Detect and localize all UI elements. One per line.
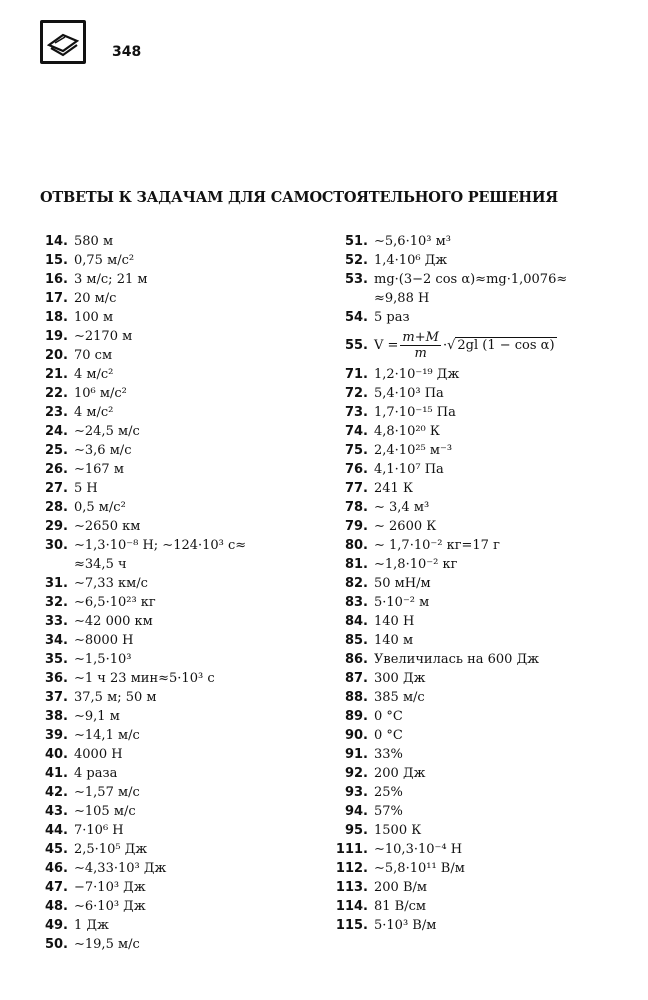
problem-number: 55. (344, 338, 368, 353)
radicand: 2gl (1 − cos α) (457, 338, 555, 353)
problem-number: 27. (44, 481, 68, 496)
fraction-numerator: m+M (402, 330, 439, 345)
answer-row (334, 270, 624, 289)
answer-row (334, 669, 624, 688)
problem-number: 71. (344, 367, 368, 382)
problem-number: 83. (344, 595, 368, 610)
fraction-denominator: m (414, 346, 427, 361)
problem-number: 85. (344, 633, 368, 648)
answer-text: 241 К (374, 481, 414, 496)
answer-text: 0 °С (374, 709, 403, 724)
problem-number: 14. (44, 234, 68, 249)
answer-text: 1 Дж (74, 918, 109, 933)
answer-text: ∼9,1 м (74, 709, 120, 724)
answer-row (40, 840, 325, 859)
answer-text: ∼8000 Н (74, 633, 134, 648)
answer-row (40, 707, 325, 726)
problem-number: 22. (44, 386, 68, 401)
answer-row (40, 422, 325, 441)
answer-text: ∼6,5·10²³ кг (74, 595, 156, 610)
answer-text: ∼1,5·10³ (74, 652, 132, 667)
problem-number: 88. (344, 690, 368, 705)
answer-row (334, 289, 624, 308)
answer-text: 4 м/с² (74, 405, 114, 420)
answer-text: 70 см (74, 348, 113, 363)
answer-row (334, 365, 624, 384)
answer-row (334, 498, 624, 517)
problem-number: 36. (44, 671, 68, 686)
answer-row (40, 346, 325, 365)
answer-text: 1,2·10⁻¹⁹ Дж (374, 367, 460, 382)
answer-row (334, 840, 624, 859)
answer-text: ∼167 м (74, 462, 124, 477)
answer-text: ∼10,3·10⁻⁴ Н (374, 842, 463, 857)
answer-text: ∼2650 км (74, 519, 141, 534)
answer-row (40, 555, 325, 574)
answer-text: 50 мН/м (374, 576, 431, 591)
answer-row (334, 802, 624, 821)
problem-number: 18. (44, 310, 68, 325)
problem-number: 23. (44, 405, 68, 420)
answer-row (40, 460, 325, 479)
problem-number: 73. (344, 405, 368, 420)
answer-text: 300 Дж (374, 671, 426, 686)
answer-row (334, 897, 624, 916)
answer-row (40, 612, 325, 631)
answer-row (40, 308, 325, 327)
formula-lhs: V = (374, 338, 399, 353)
answer-row (334, 783, 624, 802)
problem-number: 39. (44, 728, 68, 743)
problem-number: 29. (44, 519, 68, 534)
answer-row (334, 745, 624, 764)
problem-number: 76. (344, 462, 368, 477)
problem-number: 41. (44, 766, 68, 781)
answer-row (40, 878, 325, 897)
answer-text: 4 м/с² (74, 367, 114, 382)
answer-row (40, 270, 325, 289)
answer-row (40, 289, 325, 308)
answer-text: ∼105 м/с (74, 804, 136, 819)
answer-row (40, 384, 325, 403)
answer-text: mg·(3−2 cos α)≈mg·1,0076≈ (374, 272, 568, 287)
problem-number: 72. (344, 386, 368, 401)
problem-number: 84. (344, 614, 368, 629)
answer-text: 1,7·10⁻¹⁵ Па (374, 405, 456, 420)
radical-sign: ·√ (442, 338, 456, 353)
answer-text: ∼6·10³ Дж (74, 899, 146, 914)
problem-number: 20. (44, 348, 68, 363)
answer-text: 2,4·10²⁵ м⁻³ (374, 443, 453, 458)
problem-number: 111. (335, 842, 368, 857)
answer-text: 2,5·10⁵ Дж (74, 842, 148, 857)
problem-number: 115. (335, 918, 368, 933)
problem-number: 79. (344, 519, 368, 534)
answer-row (40, 251, 325, 270)
answer-row (40, 441, 325, 460)
page-title: ОТВЕТЫ К ЗАДАЧАМ ДЛЯ САМОСТОЯТЕЛЬНОГО РЕШЕНИЯ (40, 189, 558, 206)
answer-row (334, 764, 624, 783)
answer-text: 5·10⁻² м (374, 595, 430, 610)
answer-text: ∼ 1,7·10⁻² кг=17 г (374, 538, 500, 553)
answer-row (334, 517, 624, 536)
answer-text: ∼19,5 м/с (74, 937, 140, 952)
problem-number: 38. (44, 709, 68, 724)
answer-row (334, 232, 624, 251)
answer-text: ∼7,33 км/с (74, 576, 148, 591)
problem-number: 44. (44, 823, 68, 838)
problem-number: 48. (44, 899, 68, 914)
answer-row (40, 650, 325, 669)
problem-number: 25. (44, 443, 68, 458)
problem-number: 40. (44, 747, 68, 762)
answer-row (334, 878, 624, 897)
answer-row (40, 327, 325, 346)
problem-number: 93. (344, 785, 368, 800)
answer-row (40, 745, 325, 764)
answer-text: 5 раз (374, 310, 410, 325)
answer-text: 7·10⁶ Н (74, 823, 124, 838)
page-number: 348 (112, 44, 142, 60)
answer-row (40, 764, 325, 783)
answer-text: 25% (374, 785, 403, 800)
problem-number: 37. (44, 690, 68, 705)
answers-right-column (334, 232, 624, 935)
answer-row (334, 327, 624, 365)
answer-row (334, 384, 624, 403)
problem-number: 19. (44, 329, 68, 344)
problem-number: 46. (44, 861, 68, 876)
answer-row (40, 669, 325, 688)
answer-row (334, 916, 624, 935)
answer-row (334, 251, 624, 270)
problem-number: 78. (344, 500, 368, 515)
answer-row (334, 593, 624, 612)
answer-row (334, 555, 624, 574)
answer-row (40, 403, 325, 422)
answer-row (40, 859, 325, 878)
answer-row (40, 593, 325, 612)
answer-row (334, 479, 624, 498)
answer-row (334, 574, 624, 593)
answer-text: 5·10³ В/м (374, 918, 437, 933)
problem-number: 80. (344, 538, 368, 553)
answer-row (334, 536, 624, 555)
problem-number: 43. (44, 804, 68, 819)
problem-number: 33. (44, 614, 68, 629)
answer-row (334, 726, 624, 745)
answer-text: 1500 К (374, 823, 422, 838)
answer-text: 4,1·10⁷ Па (374, 462, 444, 477)
answer-row (334, 821, 624, 840)
answer-text: ∼ 2600 К (374, 519, 437, 534)
answer-row (334, 308, 624, 327)
problem-number: 47. (44, 880, 68, 895)
answer-text: ∼42 000 км (74, 614, 153, 629)
answers-left-column (40, 232, 325, 954)
problem-number: 54. (344, 310, 368, 325)
answer-text: 10⁶ м/с² (74, 386, 127, 401)
answer-text: 4,8·10²⁰ К (374, 424, 440, 439)
problem-number: 94. (344, 804, 368, 819)
answer-row (40, 517, 325, 536)
problem-number: 21. (44, 367, 68, 382)
answer-text: 385 м/с (374, 690, 425, 705)
answer-text: 100 м (74, 310, 114, 325)
answer-text: 57% (374, 804, 403, 819)
answer-text: 1,4·10⁶ Дж (374, 253, 448, 268)
problem-number: 35. (44, 652, 68, 667)
answer-row (40, 479, 325, 498)
answer-text: ∼5,8·10¹¹ В/м (374, 861, 465, 876)
problem-number: 53. (344, 272, 368, 287)
answer-text: 5 Н (74, 481, 98, 496)
answer-row (334, 859, 624, 878)
answer-text: 33% (374, 747, 403, 762)
answer-text: 20 м/с (74, 291, 117, 306)
answer-row (334, 403, 624, 422)
answer-row (334, 650, 624, 669)
answer-text: 37,5 м; 50 м (74, 690, 157, 705)
problem-number: 31. (44, 576, 68, 591)
problem-number: 114. (335, 899, 368, 914)
answer-text: Увеличилась на 600 Дж (374, 652, 540, 667)
answer-row (334, 422, 624, 441)
problem-number: 16. (44, 272, 68, 287)
problem-number: 24. (44, 424, 68, 439)
answer-row (334, 631, 624, 650)
answer-row (334, 688, 624, 707)
problem-number: 45. (44, 842, 68, 857)
answer-text: 140 Н (374, 614, 415, 629)
answer-row (334, 612, 624, 631)
problem-number: 52. (344, 253, 368, 268)
answer-text: 5,4·10³ Па (374, 386, 444, 401)
answer-text: ∼14,1 м/с (74, 728, 140, 743)
problem-number: 95. (344, 823, 368, 838)
problem-number: 113. (335, 880, 368, 895)
answer-text: ≈9,88 Н (374, 291, 430, 306)
problem-number: 42. (44, 785, 68, 800)
problem-number: 34. (44, 633, 68, 648)
answer-row (40, 498, 325, 517)
answer-formula (374, 327, 557, 365)
answer-row (334, 707, 624, 726)
answer-text: 200 Дж (374, 766, 426, 781)
problem-number: 32. (44, 595, 68, 610)
answer-text: ∼4,33·10³ Дж (74, 861, 167, 876)
answer-row (40, 935, 325, 954)
problem-number: 82. (344, 576, 368, 591)
answer-row (40, 365, 325, 384)
answer-text: ∼2170 м (74, 329, 133, 344)
problem-number: 90. (344, 728, 368, 743)
answer-text: 0 °С (374, 728, 403, 743)
answer-text: 4000 Н (74, 747, 123, 762)
answer-text: 140 м (374, 633, 414, 648)
answer-row (40, 897, 325, 916)
answer-text: 3 м/с; 21 м (74, 272, 148, 287)
problem-number: 89. (344, 709, 368, 724)
answer-text: ∼5,6·10³ м³ (374, 234, 451, 249)
answer-text: ≈34,5 ч (74, 557, 127, 572)
problem-number: 30. (44, 538, 68, 553)
answer-row (334, 441, 624, 460)
problem-number: 28. (44, 500, 68, 515)
problem-number: 75. (344, 443, 368, 458)
problem-number: 50. (44, 937, 68, 952)
answer-row (40, 631, 325, 650)
problem-number: 17. (44, 291, 68, 306)
problem-number: 92. (344, 766, 368, 781)
answer-text: ∼3,6 м/с (74, 443, 132, 458)
answer-text: 81 В/см (374, 899, 426, 914)
answer-text: 0,75 м/с² (74, 253, 135, 268)
problem-number: 74. (344, 424, 368, 439)
answer-row (40, 574, 325, 593)
problem-number: 86. (344, 652, 368, 667)
answer-text: ∼1,8·10⁻² кг (374, 557, 458, 572)
fraction (400, 330, 441, 361)
answer-row (40, 536, 325, 555)
problem-number: 87. (344, 671, 368, 686)
problem-number: 26. (44, 462, 68, 477)
answer-row (334, 460, 624, 479)
answer-row (40, 232, 325, 251)
answer-row (40, 802, 325, 821)
answer-text: 580 м (74, 234, 114, 249)
problem-number: 91. (344, 747, 368, 762)
answer-row (40, 916, 325, 935)
answer-text: 200 В/м (374, 880, 427, 895)
answer-text: ∼1,3·10⁻⁸ Н; ∼124·10³ с≈ (74, 538, 247, 553)
answer-text: ∼24,5 м/с (74, 424, 140, 439)
answer-text: 4 раза (74, 766, 118, 781)
problem-number: 49. (44, 918, 68, 933)
book-icon (40, 20, 86, 64)
answer-row (40, 688, 325, 707)
answer-text: ∼1,57 м/с (74, 785, 140, 800)
problem-number: 81. (344, 557, 368, 572)
problem-number: 15. (44, 253, 68, 268)
answer-text: −7·10³ Дж (74, 880, 146, 895)
answer-text: ∼ 3,4 м³ (374, 500, 430, 515)
answer-row (40, 821, 325, 840)
problem-number: 51. (344, 234, 368, 249)
answer-text: ∼1 ч 23 мин≈5·10³ с (74, 671, 215, 686)
answer-text: 0,5 м/с² (74, 500, 126, 515)
answer-row (40, 783, 325, 802)
problem-number: 77. (344, 481, 368, 496)
problem-number: 112. (335, 861, 368, 876)
answer-row (40, 726, 325, 745)
